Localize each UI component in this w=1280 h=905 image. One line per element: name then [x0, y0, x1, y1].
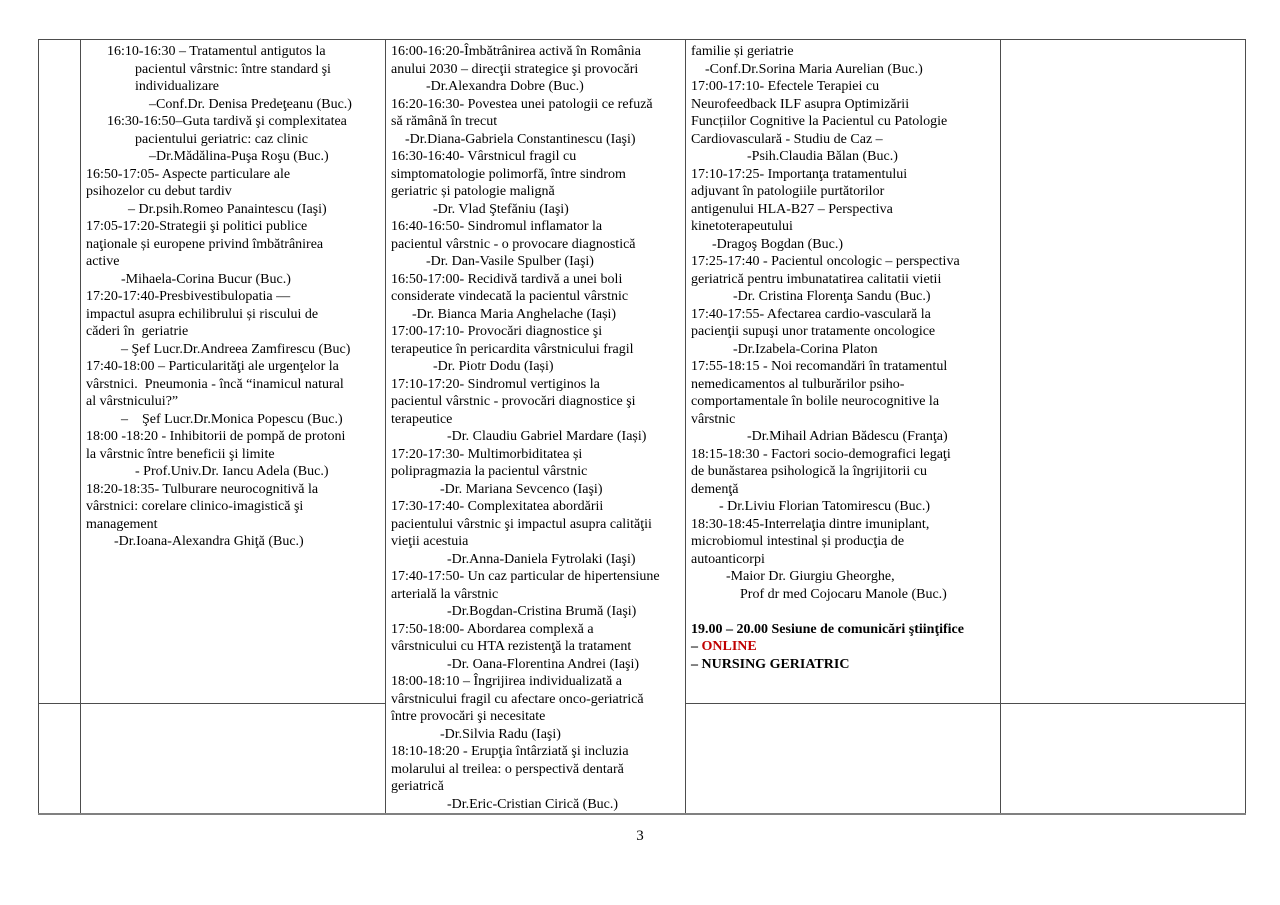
schedule-line: -Dr.Ioana-Alexandra Ghiţă (Buc.) [114, 534, 304, 549]
schedule-line-text: – [691, 639, 702, 654]
schedule-line: -Dr.Diana-Gabriela Constantinescu (Iaşi) [405, 131, 636, 147]
schedule-line: de bunăstarea psihologică la îngrijitorii cu [691, 464, 927, 479]
schedule-line: impactul asupra echilibrului și riscului de [86, 306, 319, 322]
schedule-line: pacientul vârstnic - provocări diagnostice şi [391, 394, 636, 409]
schedule-line: arterială la vârstnic [391, 586, 499, 602]
schedule-line: -Dr.Silvia Radu (Iaşi) [440, 726, 561, 742]
schedule-line: 18:00-18:10 – Îngrijirea individualizată a [391, 674, 622, 689]
schedule-line: Neurofeedback ILF asupra Optimizării [691, 96, 910, 112]
schedule-line: – Şef Lucr.Dr.Andreea Zamfirescu (Buc) [121, 341, 351, 357]
schedule-line: 16:30-16:40- Vârstnicul fragil cu [391, 149, 577, 164]
table-cell-session-2 [386, 40, 686, 815]
schedule-line: – Dr.psih.Romeo Panaintescu (Iaşi) [128, 201, 327, 217]
schedule-line: Prof dr med Cojocaru Manole (Buc.) [740, 586, 947, 602]
schedule-line: -Dr. Vlad Ştefăniu (Iaşi) [433, 201, 569, 217]
schedule-line: considerate vindecată la pacientul vârstnic [391, 289, 629, 304]
schedule-line: nemedicamentos al tulburărilor psiho- [691, 376, 905, 392]
table-cell-left-empty-row2 [39, 704, 81, 814]
schedule-line: psihozelor cu debut tardiv [86, 184, 232, 199]
schedule-line: -Dr.Anna-Daniela Fytrolaki (Iaşi) [447, 551, 636, 567]
schedule-line: pacientul vârstnic: între standard şi [135, 61, 331, 77]
schedule-line: -Dr. Dan-Vasile Spulber (Iaşi) [426, 254, 594, 269]
schedule-line: 17:40-17:50- Un caz particular de hipertensiune [391, 569, 660, 584]
schedule-line: -Dr. Oana-Florentina Andrei (Iaşi) [447, 656, 640, 672]
table-cell-right-empty-row2 [1001, 704, 1246, 814]
schedule-line: geriatric și patologie malignă [391, 184, 555, 199]
schedule-line: -Psih.Claudia Bălan (Buc.) [747, 149, 898, 164]
schedule-line: -Dr. Bianca Maria Anghelache (Iași) [412, 306, 617, 322]
schedule-line: anului 2030 – direcţii strategice şi provocări [391, 61, 639, 77]
schedule-line: 16:40-16:50- Sindromul inflamator la [391, 219, 603, 234]
schedule-line: -Dr. Piotr Dodu (Iași) [433, 359, 554, 374]
schedule-line: 16:10-16:30 – Tratamentul antigutos la [107, 44, 326, 59]
schedule-line: 17:10-17:25- Importanţa tratamentului [691, 166, 908, 182]
schedule-line: -Dr.Eric-Cristian Cirică (Buc.) [447, 796, 619, 812]
schedule-line: geriatrică [391, 779, 444, 794]
schedule-line: -Mihaela-Corina Bucur (Buc.) [121, 271, 291, 287]
schedule-line: adjuvant în patologiile purtătorilor [691, 184, 885, 199]
schedule-line: 17:55-18:15 - Noi recomandări în tratamentul [691, 359, 948, 374]
schedule-line: al vârstnicului?” [86, 394, 179, 409]
schedule-line [691, 638, 995, 656]
schedule-line: Funcțiilor Cognitive la Pacientul cu Patologie [691, 114, 948, 129]
schedule-line: -Dr.Bogdan-Cristina Brumă (Iaşi) [447, 604, 637, 619]
schedule-line: geriatrică pentru imbunatatirea calitatii vietii [691, 271, 942, 287]
schedule-line: 16:00-16:20-Îmbătrânirea activă în România [391, 44, 641, 59]
schedule-line: autoanticorpi [691, 551, 765, 567]
schedule-line: 17:00-17:10- Provocări diagnostice şi [391, 324, 603, 339]
schedule-line: între provocări şi necesitate [391, 709, 546, 724]
table-cell-session-1-row2 [81, 704, 386, 814]
schedule-line: –Dr.Mădălina-Puşa Roşu (Buc.) [149, 149, 329, 164]
schedule-line: -Dr.Mihail Adrian Bădescu (Franţa) [747, 429, 948, 444]
schedule-line: 18:15-18:30 - Factori socio-demografici legaţi [691, 446, 951, 462]
schedule-line: – Şef Lucr.Dr.Monica Popescu (Buc.) [121, 411, 343, 427]
page-number: 3 [636, 828, 644, 844]
schedule-line: management [86, 516, 158, 532]
schedule-line: 16:50-17:05- Aspecte particulare ale [86, 166, 291, 182]
schedule-line: 17:40-18:00 – Particularităţi ale urgenţelor la [86, 359, 339, 374]
schedule-line: polipragmazia la pacientul vârstnic [391, 464, 588, 479]
schedule-line: 19.00 – 20.00 Sesiune de comunicări ştiinţifice [691, 621, 964, 637]
schedule-line: antigenului HLA-B27 – Perspectiva [691, 201, 893, 217]
schedule-line: vârstnici. Pneumonia - încă “inamicul natural [86, 376, 344, 392]
schedule-line: 17:10-17:20- Sindromul vertiginos la [391, 376, 600, 392]
schedule-line: pacienţii supuşi unor tratamente oncologice [691, 324, 936, 339]
schedule-line: Cardiovasculară - Studiu de Caz – [691, 131, 883, 147]
schedule-line: -Dragoş Bogdan (Buc.) [712, 236, 844, 252]
schedule-line: 17:40-17:55- Afectarea cardio-vasculară la [691, 306, 931, 322]
schedule-line: microbiomul intestinal și producţia de [691, 534, 905, 549]
schedule-line: -Dr. Cristina Florenţa Sandu (Buc.) [733, 289, 931, 304]
program-schedule-table [38, 39, 1246, 815]
schedule-line: simptomatologie polimorfă, între sindrom [391, 166, 626, 182]
schedule-line: 16:30-16:50–Guta tardivă şi complexitatea [107, 114, 347, 129]
table-cell-session-3-row2 [686, 704, 1001, 814]
schedule-line: naţionale și europene privind îmbătrânirea [86, 236, 324, 252]
schedule-line: vârstnicului fragil cu afectare onco-geriatrică [391, 691, 644, 707]
schedule-line: 17:20-17:30- Multimorbiditatea și [391, 446, 583, 462]
schedule-line: -Dr.Alexandra Dobre (Buc.) [426, 79, 584, 94]
schedule-line: terapeutice în pericardita vârstnicului fragil [391, 341, 634, 357]
schedule-line: vârstnicului cu HTA rezistenţă la tratament [391, 639, 632, 654]
schedule-line: să rămână în trecut [391, 114, 498, 129]
schedule-line: 17:50-18:00- Abordarea complexă a [391, 621, 594, 637]
schedule-line: comportamentale în bolile neurocognitive la [691, 394, 940, 409]
schedule-line: 17:25-17:40 - Pacientul oncologic – perspectiva [691, 254, 960, 269]
schedule-line: terapeutice [391, 411, 453, 427]
schedule-line: -Conf.Dr.Sorina Maria Aurelian (Buc.) [705, 61, 923, 77]
schedule-line: 17:05-17:20-Strategii şi politici publice [86, 219, 308, 234]
schedule-line: pacientului geriatric: caz clinic [135, 131, 308, 147]
schedule-line: vârstnic [691, 411, 736, 427]
schedule-line: -Dr.Izabela-Corina Platon [733, 341, 878, 357]
schedule-line: 17:00-17:10- Efectele Terapiei cu [691, 79, 880, 94]
schedule-line: active [86, 254, 120, 269]
schedule-line: 18:30-18:45-Interrelaţia dintre imuniplant, [691, 516, 930, 532]
schedule-line: vârstnici: corelare clinico-imagistică şi [86, 499, 304, 514]
table-cell-session-1 [81, 40, 386, 704]
schedule-line: pacientul vârstnic - o provocare diagnostică [391, 236, 636, 252]
schedule-line: familie și geriatrie [691, 44, 794, 59]
schedule-line: 17:30-17:40- Complexitatea abordării [391, 499, 604, 514]
schedule-line: 18:10-18:20 - Erupţia întârziată şi incluzia [391, 744, 629, 759]
schedule-line [691, 603, 995, 621]
schedule-line: -Dr. Claudiu Gabriel Mardare (Iași) [447, 429, 647, 444]
schedule-line: - Dr.Liviu Florian Tatomirescu (Buc.) [719, 499, 931, 514]
schedule-line: căderi în geriatrie [86, 324, 189, 339]
schedule-line: 16:50-17:00- Recidivă tardivă a unei boli [391, 271, 623, 287]
table-cell-left-empty [39, 40, 81, 704]
schedule-line: vieţii acestuia [391, 534, 469, 549]
table-cell-session-3 [686, 40, 1001, 704]
schedule-line: – NURSING GERIATRIC [691, 656, 850, 672]
online-highlight: ONLINE [701, 639, 757, 654]
schedule-line: 16:20-16:30- Povestea unei patologii ce refuză [391, 96, 653, 112]
schedule-line: –Conf.Dr. Denisa Predeţeanu (Buc.) [149, 96, 352, 112]
schedule-line: -Maior Dr. Giurgiu Gheorghe, [726, 569, 895, 584]
schedule-line: demenţă [691, 481, 739, 497]
schedule-line: la vârstnic între beneficii şi limite [86, 446, 275, 462]
table-cell-right-empty [1001, 40, 1246, 704]
schedule-line: molarului al treilea: o perspectivă dentară [391, 761, 624, 777]
schedule-line: 18:00 -18:20 - Inhibitorii de pompă de protoni [86, 429, 346, 444]
schedule-line: - Prof.Univ.Dr. Iancu Adela (Buc.) [135, 464, 329, 479]
schedule-line: pacientului vârstnic şi impactul asupra calităţii [391, 516, 652, 532]
schedule-line: kinetoterapeutului [691, 219, 793, 234]
schedule-line: 18:20-18:35- Tulburare neurocognitivă la [86, 481, 319, 497]
schedule-line: -Dr. Mariana Sevcenco (Iaşi) [440, 481, 603, 497]
schedule-line: 17:20-17:40-Presbivestibulopatia — [86, 289, 291, 304]
schedule-line: individualizare [135, 79, 219, 94]
